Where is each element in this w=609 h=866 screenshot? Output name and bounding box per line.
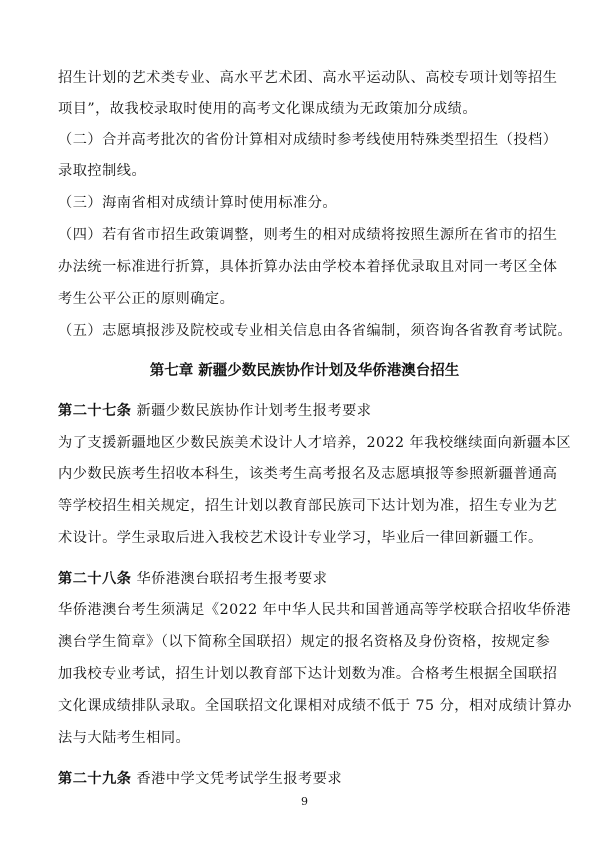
article-number: 第二十八条 [58,571,132,587]
paragraph-line: 文化课成绩排队录取。全国联招文化课相对成绩不低于 75 分，相对成绩计算办 [58,698,572,714]
paragraph-line: 招生计划的艺术类专业、高水平艺术团、高水平运动队、高校专项计划等招生 [58,70,558,86]
paragraph-line: 项目”，故我校录取时使用的高考文化课成绩为无政策加分成绩。 [58,101,478,117]
paragraph-line: 澳台学生简章》（以下简称全国联招）规定的报名资格及身份资格，按规定参 [58,634,551,650]
paragraph-line: 等学校招生相关规定，招生计划以教育部民族司下达计划为准，招生专业为艺 [58,498,558,514]
page-number: 9 [301,795,308,808]
paragraph-line: （四）若有省市招生政策调整，则考生的相对成绩将按照生源所在省市的招生 [58,227,558,243]
paragraph-line: 华侨港澳台考生须满足《2022 年中华人民共和国普通高等学校联合招收华侨港 [58,602,572,618]
paragraph-line: 办法统一标准进行折算，具体折算办法由学校本着择优录取且对同一考区全体 [58,259,558,275]
article-heading [58,401,371,421]
paragraph-line: （二）合并高考批次的省份计算相对成绩时参考线使用特殊类型招生（投档） [58,132,558,148]
paragraph-line: （五）志愿填报涉及院校或专业相关信息由各省编制，须咨询各省教育考试院。 [58,323,573,339]
article-heading [58,569,327,589]
article-number: 第二十七条 [58,403,132,419]
article-title: 华侨港澳台联招考生报考要求 [136,571,328,587]
paragraph-line: 录取控制线。 [58,163,147,179]
paragraph-line: 考生公平公正的原则确定。 [58,291,235,307]
paragraph-line: 法与大陆考生相同。 [58,730,191,746]
article-title: 香港中学文凭考试学生报考要求 [136,771,343,787]
paragraph-line: 加我校专业考试，招生计划以教育部下达计划数为准。合格考生根据全国联招 [58,666,558,682]
paragraph-line: （三）海南省相对成绩计算时使用标准分。 [58,195,338,211]
paragraph-line: 术设计。学生录取后进入我校艺术设计专业学习，毕业后一律回新疆工作。 [58,530,543,546]
article-title: 新疆少数民族协作计划考生报考要求 [136,403,372,419]
paragraph-line: 内少数民族考生招收本科生，该类考生高考报名及志愿填报等参照新疆普通高 [58,466,558,482]
chapter-heading: 第七章 新疆少数民族协作计划及华侨港澳台招生 [149,363,460,379]
article-heading [58,769,342,789]
paragraph-line: 为了支援新疆地区少数民族美术设计人才培养，2022 年我校继续面向新疆本区 [58,435,572,451]
article-number: 第二十九条 [58,771,132,787]
